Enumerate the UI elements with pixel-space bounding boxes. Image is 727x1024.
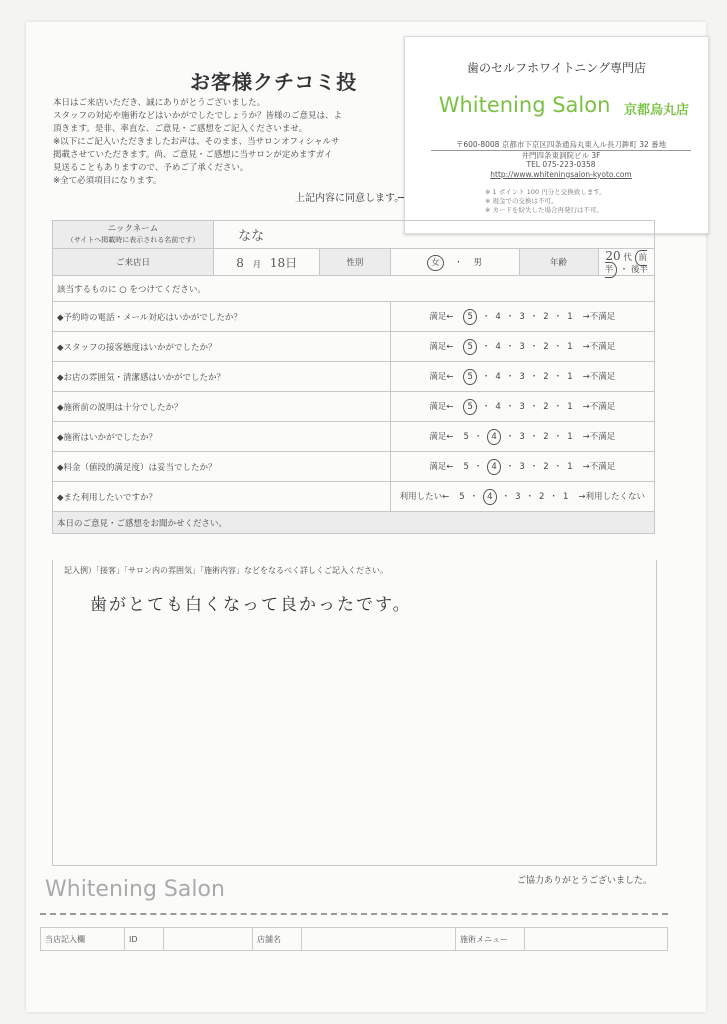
rating-scale — [390, 302, 654, 332]
rating-separator: ・ — [553, 371, 563, 382]
rating-separator: ・ — [481, 401, 491, 412]
rating-option-3[interactable]: 3 — [515, 491, 521, 502]
rating-scale — [390, 422, 654, 452]
rating-option-3[interactable]: 3 — [519, 401, 525, 412]
rating-option-5[interactable]: 5 — [463, 339, 476, 355]
age-field[interactable] — [598, 249, 654, 276]
scale-left-label: 満足← — [429, 341, 454, 352]
card-address-block — [431, 140, 691, 179]
rating-separator: ・ — [481, 371, 491, 382]
point-card — [404, 36, 709, 234]
card-building: 井門四条東洞院ビル 3F — [521, 150, 601, 160]
rating-separator: ・ — [529, 431, 539, 442]
form-title: お客様クチコミ投 — [190, 70, 358, 94]
scale-right-label: →不満足 — [582, 401, 616, 412]
rating-separator: ・ — [529, 341, 539, 352]
rating-option-1[interactable]: 1 — [567, 461, 573, 472]
rating-separator: ・ — [529, 401, 539, 412]
rating-option-5[interactable]: 5 — [463, 399, 476, 415]
rating-option-2[interactable]: 2 — [543, 311, 549, 322]
rating-option-5[interactable]: 5 — [463, 461, 469, 472]
rating-option-3[interactable]: 3 — [519, 371, 525, 382]
intro-line: スタッフの対応や施術などはいかがでしたでしょうか？皆様のご意見は、よ — [53, 111, 343, 121]
rating-separator: ・ — [505, 341, 515, 352]
intro-line: 頂きます。是非、率直な、ご意見・ご感想をご記入くださいませ。 — [53, 124, 308, 134]
rating-option-1[interactable]: 1 — [567, 371, 573, 382]
intro-line: 掲載させていただきます。尚、ご意見・ご感想に当サロンが定めますガイ — [53, 150, 333, 160]
rating-scale — [390, 392, 654, 422]
rating-option-1[interactable]: 1 — [567, 341, 573, 352]
rating-separator: ・ — [469, 491, 479, 502]
rating-option-2[interactable]: 2 — [543, 461, 549, 472]
intro-line: ※全て必須項目になります。 — [53, 176, 162, 186]
question-text: ◆料金（値段的満足度）は妥当でしたか？ — [53, 452, 391, 482]
rating-separator: ・ — [525, 491, 534, 502]
comment-example: 記入例）「接客」「サロン内の雰囲気」「施術内容」などをなるべく詳しくご記入ください。 — [64, 566, 388, 575]
rating-separator: ・ — [481, 341, 491, 352]
question-text: ◆施術はいかがでしたか？ — [53, 422, 391, 452]
comment-handwritten: 歯がとても白くなって良かったです。 — [90, 595, 412, 615]
rating-option-2[interactable]: 2 — [539, 491, 545, 502]
thanks-text: ご協力ありがとうございました。 — [517, 876, 653, 886]
rating-option-5[interactable]: 5 — [463, 431, 469, 442]
nickname-field[interactable] — [214, 221, 655, 249]
rating-separator: ・ — [505, 431, 515, 442]
card-logo — [432, 93, 610, 117]
scale-left-label: 満足← — [429, 461, 454, 472]
staff-menu-label: 施術メニュー — [456, 928, 525, 951]
scale-left-label: 満足← — [429, 311, 454, 322]
rating-separator: ・ — [553, 341, 563, 352]
rating-option-4[interactable]: 4 — [487, 459, 500, 475]
rating-scale — [390, 482, 654, 512]
question-text: ◆お店の雰囲気・清潔感はいかがでしたか？ — [53, 362, 391, 392]
rating-option-4[interactable]: 4 — [487, 429, 500, 445]
card-note: ※ 現金での交換は不可。 — [485, 197, 558, 205]
rating-separator: ・ — [529, 461, 539, 472]
staff-store-label: 店舗名 — [253, 928, 302, 951]
footer-logo: Whitening Salon — [45, 877, 225, 902]
rating-option-2[interactable]: 2 — [543, 401, 549, 412]
rating-option-3[interactable]: 3 — [519, 341, 525, 352]
rating-separator: ・ — [553, 461, 563, 472]
rating-option-5[interactable]: 5 — [463, 309, 476, 325]
rating-option-1[interactable]: 1 — [567, 311, 573, 322]
rating-separator: ・ — [505, 401, 515, 412]
age-unit: 代 — [623, 253, 632, 263]
rating-option-2[interactable]: 2 — [543, 371, 549, 382]
card-note: ※ カードを紛失した場合再発行は不可。 — [485, 206, 604, 214]
staff-label: 当店記入欄 — [41, 928, 125, 951]
age-first-half-option[interactable]: 前半 — [605, 250, 648, 278]
visit-date-field[interactable] — [214, 249, 320, 276]
cut-line — [40, 913, 668, 915]
intro-line: ※以下にご記入いただきましたお声は、そのまま、当サロンオフィシャルサ — [53, 137, 340, 147]
agree-text: 上記内容に同意します。 — [295, 193, 405, 204]
rating-separator: ・ — [501, 491, 511, 502]
rating-option-1[interactable]: 1 — [562, 491, 569, 502]
rating-separator: ・ — [473, 431, 483, 442]
visit-day: 18日 — [269, 255, 298, 270]
rating-separator: ・ — [481, 311, 491, 322]
question-row — [53, 332, 655, 362]
rating-option-2[interactable]: 2 — [543, 341, 549, 352]
rating-scale — [390, 332, 654, 362]
survey-table — [52, 220, 655, 534]
rating-option-4[interactable]: 4 — [495, 341, 501, 352]
rating-option-4[interactable]: 4 — [495, 401, 501, 412]
rating-option-3[interactable]: 3 — [519, 431, 525, 442]
rating-option-5[interactable]: 5 — [463, 369, 476, 385]
card-store-name: 京都烏丸店 — [624, 103, 690, 118]
card-url[interactable]: http://www.whiteningsalon-kyoto.com — [490, 169, 632, 179]
rating-separator: ・ — [529, 311, 539, 322]
nickname-sublabel: （サイトへ掲載時に表示される名前です） — [66, 235, 200, 244]
rating-separator: ・ — [505, 311, 515, 322]
question-row — [53, 422, 655, 452]
staff-menu-field[interactable] — [525, 928, 668, 951]
scale-right-label: →不満足 — [582, 461, 616, 472]
staff-store-field[interactable] — [302, 928, 456, 951]
rating-option-4[interactable]: 4 — [495, 311, 501, 322]
age-second-half-option[interactable]: 後半 — [631, 265, 649, 275]
question-text: ◆施術前の説明は十分でしたか？ — [53, 392, 391, 422]
staff-id-label: ID — [125, 928, 164, 951]
rating-scale — [390, 362, 654, 392]
intro-text — [53, 97, 413, 188]
rating-option-3[interactable]: 3 — [519, 311, 525, 322]
question-row — [53, 362, 655, 392]
nickname-value: なな — [238, 229, 265, 244]
question-row — [53, 392, 655, 422]
staff-use-row — [40, 927, 668, 951]
rating-scale — [390, 452, 654, 482]
scale-left-label: 利用したい← — [399, 491, 450, 502]
visit-month: 8 — [236, 255, 244, 270]
question-row — [53, 302, 655, 332]
card-tel: TEL 075-223-0358 — [526, 160, 596, 169]
scale-right-label: →不満足 — [582, 371, 616, 382]
scale-right-label: →不満足 — [582, 341, 616, 352]
rating-option-4[interactable]: 4 — [483, 489, 496, 505]
scale-left-label: 満足← — [429, 371, 454, 382]
card-logo-text: Whitening Salon — [438, 93, 611, 117]
staff-id-field[interactable] — [164, 928, 253, 951]
card-header: 歯のセルフホワイトニング専門店 — [467, 61, 646, 75]
question-row — [53, 452, 655, 482]
nickname-label-cell — [53, 221, 214, 249]
scale-left-label: 満足← — [429, 401, 454, 412]
rating-option-1[interactable]: 1 — [567, 401, 573, 412]
nickname-label: ニックネーム — [107, 223, 159, 234]
rating-separator: ・ — [505, 371, 515, 382]
card-note: ※ 1 ポイント 100 円分と交換致します。 — [485, 188, 606, 196]
intro-line: 見送ることもありますので、予めご了承ください。 — [53, 163, 249, 173]
question-text: ◆また利用したいですか？ — [53, 482, 391, 512]
rating-separator: ・ — [529, 371, 539, 382]
question-text: ◆スタッフの接客態度はいかがでしたか？ — [53, 332, 391, 362]
card-address: 〒600-8008 京都市下京区四条通烏丸東入ル長刀鉾町 32 番地 — [431, 140, 691, 151]
comment-label: 本日のご意見・ご感想をお聞かせください。 — [53, 512, 655, 534]
rating-option-5[interactable]: 5 — [459, 491, 465, 502]
visit-month-unit: 月 — [252, 259, 262, 270]
card-notes — [485, 188, 606, 215]
scale-right-label: →利用したくない — [578, 491, 645, 502]
question-row — [53, 482, 655, 512]
rating-option-1[interactable]: 1 — [567, 431, 573, 442]
gender-separator: ・ — [454, 258, 463, 268]
gender-male-option[interactable]: 男 — [473, 258, 483, 268]
visit-label: ご来店日 — [53, 249, 214, 276]
rating-option-2[interactable]: 2 — [543, 431, 549, 442]
gender-field[interactable] — [390, 249, 519, 276]
question-text: ◆予約時の電話・メール対応はいかがでしたか？ — [53, 302, 391, 332]
rating-option-3[interactable]: 3 — [519, 461, 525, 472]
instruction: 該当するものに ○ をつけてください。 — [53, 276, 655, 302]
age-label: 年齢 — [519, 249, 598, 276]
scale-left-label: 満足← — [429, 431, 454, 442]
scale-right-label: →不満足 — [582, 311, 616, 322]
rating-separator: ・ — [553, 311, 563, 322]
rating-separator: ・ — [473, 461, 483, 472]
rating-separator: ・ — [505, 461, 515, 472]
rating-separator: ・ — [553, 431, 563, 442]
rating-separator: ・ — [549, 491, 558, 502]
gender-female-option[interactable]: 女 — [427, 255, 444, 271]
gender-label: 性別 — [320, 249, 390, 276]
scale-right-label: →不満足 — [582, 431, 616, 442]
rating-separator: ・ — [553, 401, 563, 412]
question-list — [53, 302, 655, 512]
age-separator: ・ — [619, 265, 629, 275]
intro-line: 本日はご来店いただき、誠にありがとうございました。 — [53, 98, 266, 108]
age-value: 20 — [605, 249, 621, 263]
rating-option-4[interactable]: 4 — [495, 371, 501, 382]
